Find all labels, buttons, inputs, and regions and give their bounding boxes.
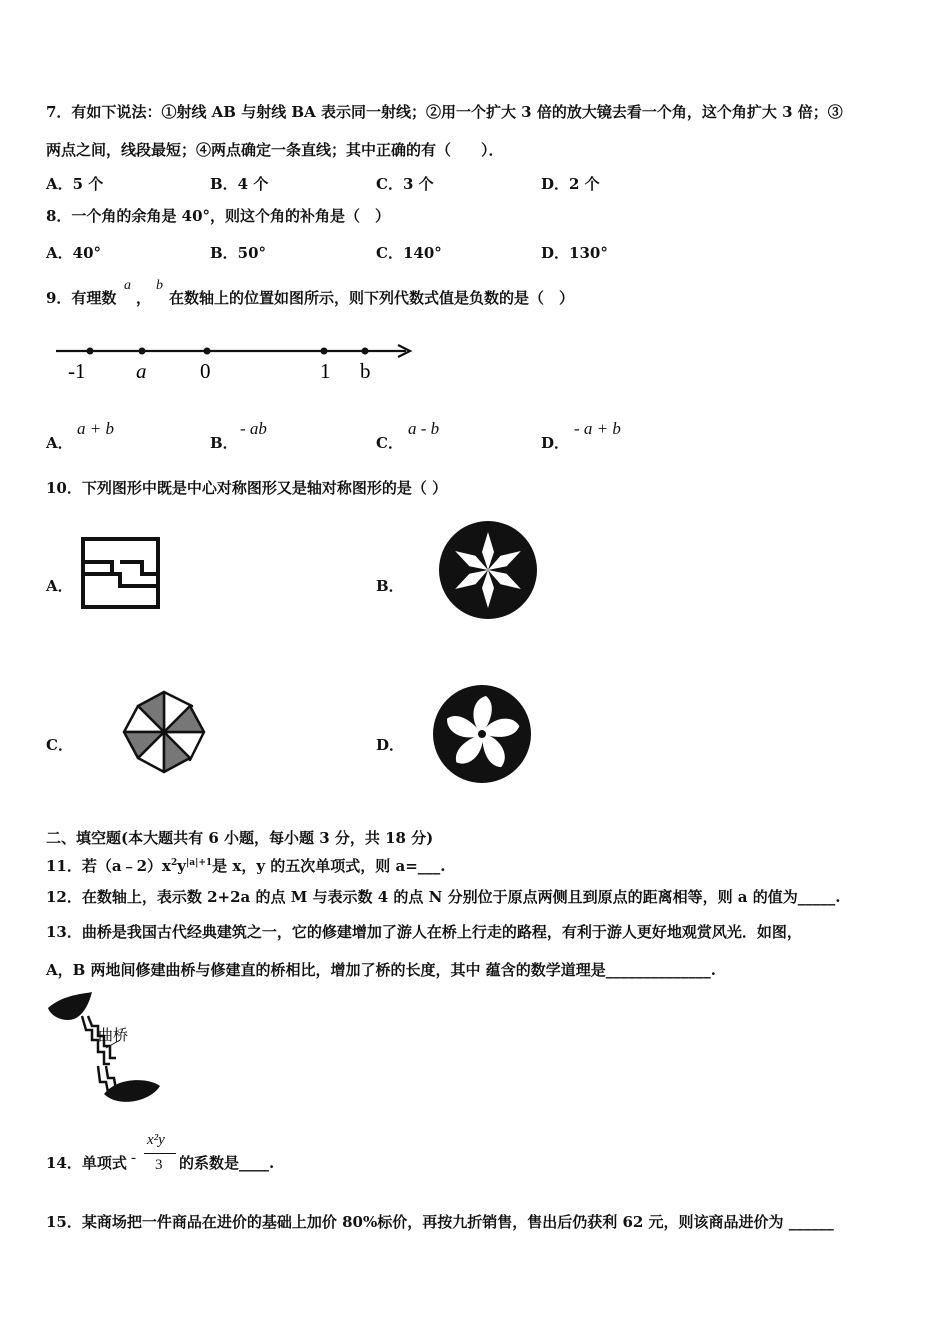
figure-c-pinwheel xyxy=(118,686,210,778)
q7-line2: 两点之间，线段最短；④两点确定一条直线；其中正确的有（ ）． xyxy=(46,141,504,159)
q9-option-c-expr: a - b xyxy=(408,419,440,438)
q9-var-a: a xyxy=(124,278,131,293)
q11-sup2: |a|+1 xyxy=(185,858,213,868)
tick-one-dot xyxy=(321,348,328,355)
q11-suffix: 是 x，y 的五次单项式，则 a=___. xyxy=(212,857,446,875)
tick-a-dot xyxy=(139,348,146,355)
label-b: b xyxy=(360,359,371,383)
q10-option-b-letter: B． xyxy=(376,577,404,595)
q8-option-c: C．140° xyxy=(376,244,442,262)
q12-text: 12．在数轴上，表示数 2+2a 的点 M 与表示数 4 的点 N 分别位于原点两侧且到原点的距离相等，则 a 的值为_____. xyxy=(46,888,841,906)
q8-option-d: D．130° xyxy=(541,244,608,262)
q11-mid: y xyxy=(177,857,186,875)
q13-line1: 13．曲桥是我国古代经典建筑之一，它的修建增加了游人在桥上行走的路程，有利于游人更好地观赏风光．如图， xyxy=(46,923,802,941)
q14-fraction-bar xyxy=(144,1153,176,1154)
q11-sup1: 2 xyxy=(170,858,178,868)
q10-option-d-letter: D． xyxy=(376,736,405,754)
curved-bridge-figure xyxy=(46,990,166,1112)
figure-b-flower-circle xyxy=(438,520,538,620)
figure-a-interlocking-shape xyxy=(80,536,162,610)
q14-denominator: 3 xyxy=(155,1157,163,1173)
q14-numerator: x²y xyxy=(147,1132,165,1148)
q8-stem: 8．一个角的余角是 40°，则这个角的补角是（ ） xyxy=(46,207,391,225)
q9-option-c-letter: C． xyxy=(376,434,403,452)
q9-option-d-letter: D． xyxy=(541,434,570,452)
figure-d-bauhinia-circle xyxy=(432,684,532,784)
q10-option-a-letter: A． xyxy=(46,577,73,595)
q9-comma: ， xyxy=(136,289,152,307)
label-minus-one: -1 xyxy=(68,359,86,383)
q10-stem: 10．下列图形中既是中心对称图形又是轴对称图形的是（ ） xyxy=(46,479,448,497)
q15-text: 15．某商场把一件商品在进价的基础上加价 80%标价，再按九折销售，售出后仍获利 62 元，则该商品进价为 ______ xyxy=(46,1213,834,1231)
q9-option-b-letter: B． xyxy=(210,434,238,452)
q11-line xyxy=(46,853,446,876)
label-zero: 0 xyxy=(200,359,211,383)
tick-minus-one-dot xyxy=(87,348,94,355)
q9-suffix: 在数轴上的位置如图所示，则下列代数式值是负数的是（ ） xyxy=(169,289,575,307)
q8-option-a: A．40° xyxy=(46,244,102,262)
number-line-figure xyxy=(54,338,424,388)
bridge-label: 曲桥 xyxy=(98,1026,129,1044)
q13-line2: A，B 两地间修建曲桥与修建直的桥相比，增加了桥的长度，其中 蕴含的数学道理是______________. xyxy=(46,961,716,979)
q7-line1: 7．有如下说法：①射线 AB 与射线 BA 表示同一射线；②用一个扩大 3 倍的放大镜去看一个角，这个角扩大 3 倍；③ xyxy=(46,103,843,121)
q7-option-c: C．3 个 xyxy=(376,175,434,193)
tick-b-dot xyxy=(362,348,369,355)
q14-minus: - xyxy=(131,1150,136,1166)
label-a: a xyxy=(136,359,147,383)
q10-option-c-letter: C． xyxy=(46,736,73,754)
q9-var-b: b xyxy=(156,278,163,293)
q11-prefix: 11．若（a﹣2）x xyxy=(46,857,171,875)
q7-option-a: A．5 个 xyxy=(46,175,104,193)
q9-option-d-expr: - a + b xyxy=(574,419,621,438)
label-one: 1 xyxy=(320,359,331,383)
q9-prefix: 9．有理数 xyxy=(46,289,117,307)
q14-suffix: 的系数是____. xyxy=(179,1154,275,1172)
q9-option-a-expr: a + b xyxy=(77,419,114,438)
q9-option-a-letter: A． xyxy=(46,434,73,452)
q8-option-b: B．50° xyxy=(210,244,267,262)
q7-option-b: B．4 个 xyxy=(210,175,269,193)
q14-prefix: 14．单项式 xyxy=(46,1154,127,1172)
section2-title: 二、填空题(本大题共有 6 小题，每小题 3 分，共 18 分) xyxy=(46,829,434,847)
tick-zero-dot xyxy=(204,348,211,355)
q7-option-d: D．2 个 xyxy=(541,175,600,193)
q9-option-b-expr: - ab xyxy=(240,419,267,438)
